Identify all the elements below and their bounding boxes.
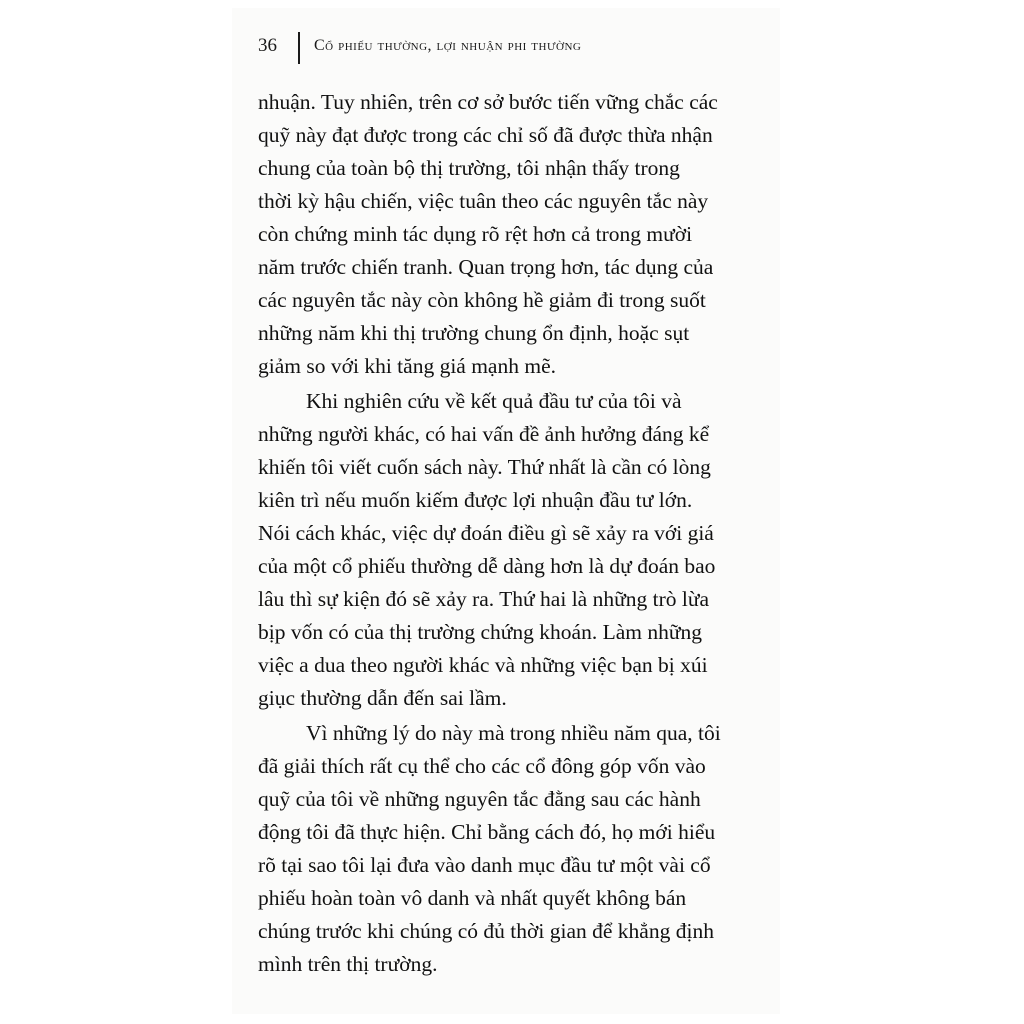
running-title: Cổ phiếu thường, lợi nhuận phi thường — [314, 37, 582, 54]
text-line: giảm so với khi tăng giá mạnh mẽ. — [258, 354, 556, 378]
text-line: mình trên thị trường. — [258, 952, 438, 976]
text-line: động tôi đã thực hiện. Chỉ bằng cách đó, họ mới hiểu — [258, 820, 716, 844]
text-line: những người khác, có hai vấn đề ảnh hưởng đáng kể — [258, 422, 710, 446]
paragraph — [258, 717, 778, 981]
text-line: các nguyên tắc này còn không hề giảm đi trong suốt — [258, 288, 706, 312]
text-line: Khi nghiên cứu về kết quả đầu tư của tôi và — [306, 389, 682, 413]
text-line: đã giải thích rất cụ thể cho các cổ đông góp vốn vào — [258, 754, 706, 778]
text-line: của một cổ phiếu thường dễ dàng hơn là dự đoán bao — [258, 554, 716, 578]
text-line: chúng trước khi chúng có đủ thời gian để khẳng định — [258, 919, 714, 943]
text-line: lâu thì sự kiện đó sẽ xảy ra. Thứ hai là những trò lừa — [258, 587, 710, 611]
text-line: còn chứng minh tác dụng rõ rệt hơn cả trong mười — [258, 222, 693, 246]
body-text — [258, 86, 778, 981]
page-number: 36 — [258, 35, 277, 56]
text-line: nhuận. Tuy nhiên, trên cơ sở bước tiến vững chắc các — [258, 90, 718, 114]
header-divider — [298, 32, 300, 64]
text-line: năm trước chiến tranh. Quan trọng hơn, tác dụng của — [258, 255, 714, 279]
text-line: quỹ này đạt được trong các chỉ số đã được thừa nhận — [258, 123, 713, 147]
text-line: quỹ của tôi về những nguyên tắc đằng sau các hành — [258, 787, 701, 811]
paragraph — [258, 385, 778, 715]
text-line: bịp vốn có của thị trường chứng khoán. Làm những — [258, 620, 702, 644]
text-line: những năm khi thị trường chung ổn định, hoặc sụt — [258, 321, 690, 345]
text-line: chung của toàn bộ thị trường, tôi nhận thấy trong — [258, 156, 680, 180]
paragraph — [258, 86, 778, 383]
text-line: thời kỳ hậu chiến, việc tuân theo các nguyên tắc này — [258, 189, 709, 213]
page-header — [258, 34, 778, 68]
text-line: giục thường dẫn đến sai lầm. — [258, 686, 507, 710]
text-line: khiến tôi viết cuốn sách này. Thứ nhất là cần có lòng — [258, 455, 711, 479]
text-line: Vì những lý do này mà trong nhiều năm qua, tôi — [306, 721, 721, 745]
text-line: Nói cách khác, việc dự đoán điều gì sẽ xảy ra với giá — [258, 521, 714, 545]
text-line: phiếu hoàn toàn vô danh và nhất quyết không bán — [258, 886, 687, 910]
text-line: kiên trì nếu muốn kiếm được lợi nhuận đầu tư lớn. — [258, 488, 693, 512]
text-line: rõ tại sao tôi lại đưa vào danh mục đầu tư một vài cổ — [258, 853, 711, 877]
text-line: việc a dua theo người khác và những việc bạn bị xúi — [258, 653, 708, 677]
